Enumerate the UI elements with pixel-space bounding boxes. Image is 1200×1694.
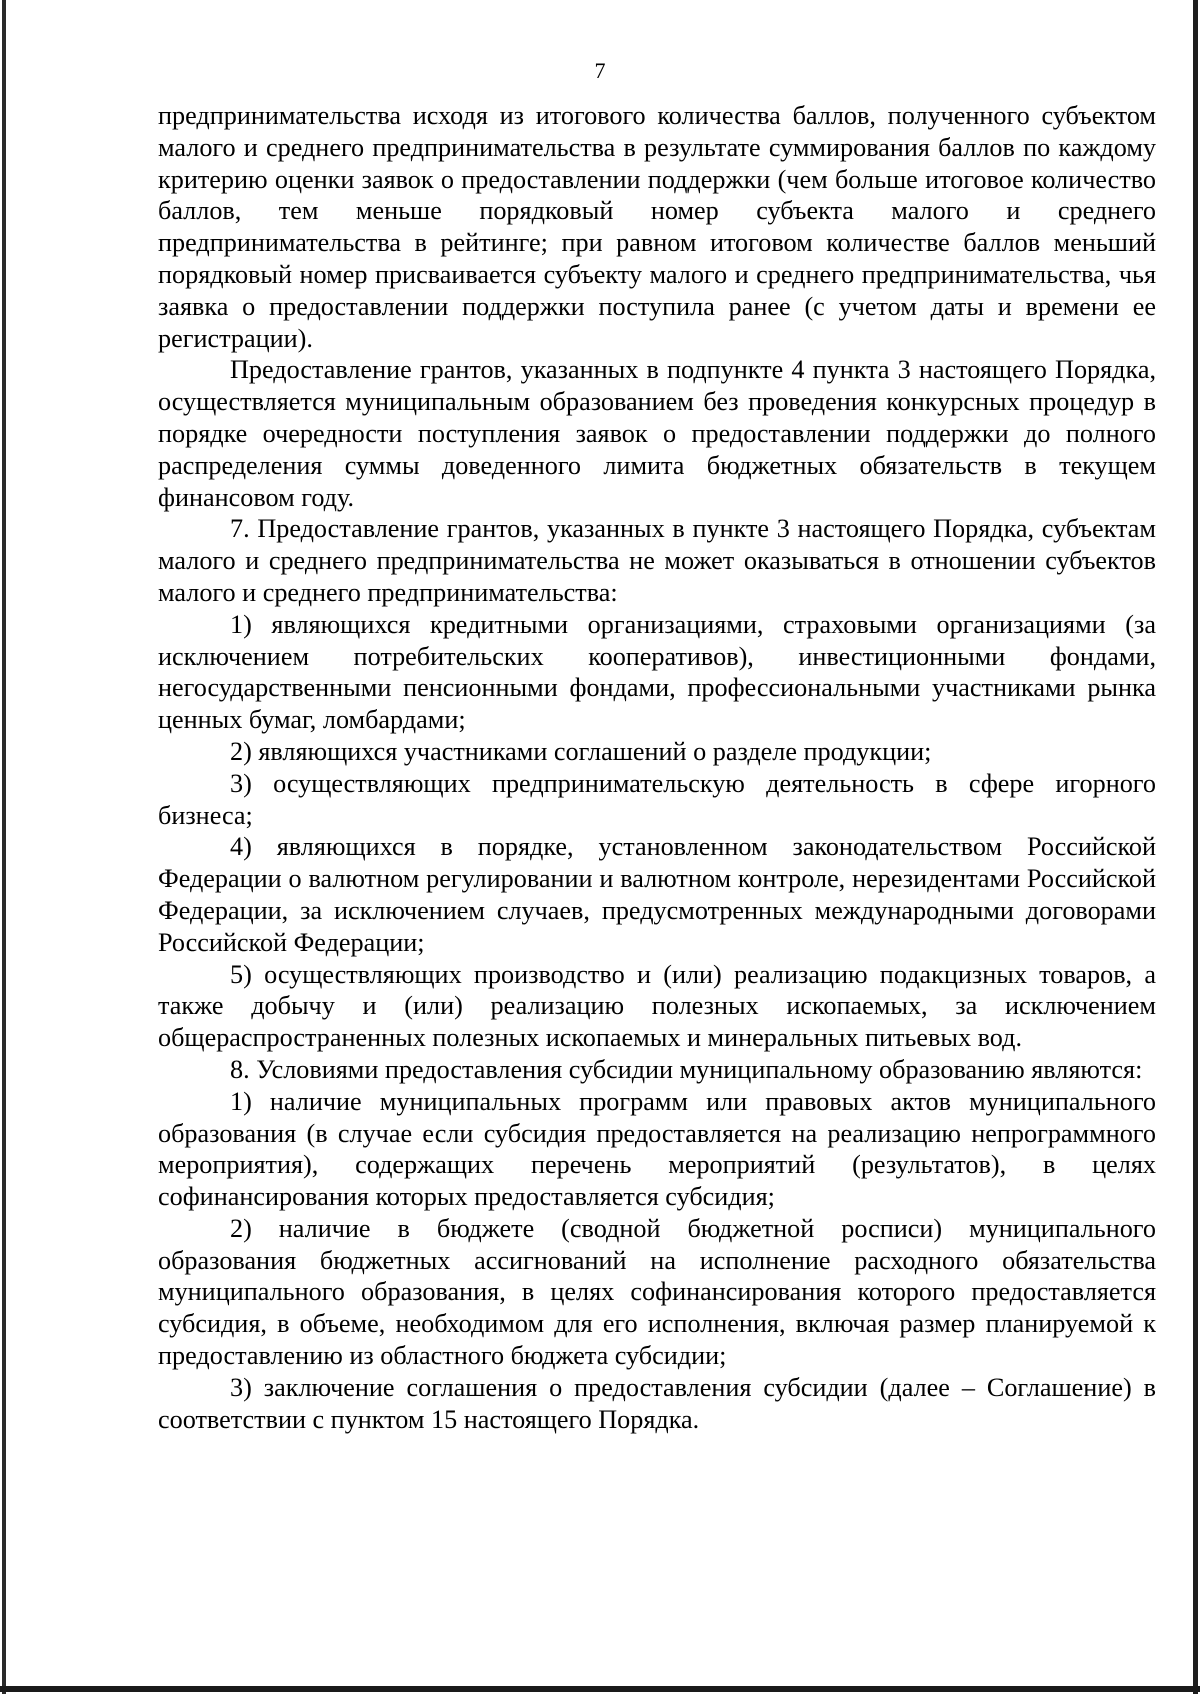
paragraph-item-7-3: 3) осуществляющих предпринимательскую деятельность в сфере игорного бизнеса;	[158, 768, 1156, 830]
paragraph-item-7-1: 1) являющихся кредитными организациями, страховыми организациями (за исключением потребительских кооперативов), инвестиционными фондами, негосударственными пенсионными фондами, профессиональными участниками рынка ценных бумаг, ломбардами;	[158, 609, 1156, 735]
page-number: 7	[594, 58, 606, 83]
paragraph-item-7: 7. Предоставление грантов, указанных в пункте 3 настоящего Порядка, субъектам малого и среднего предпринимательства не может оказываться в отношении субъектов малого и среднего предпринимательства:	[158, 514, 1156, 607]
paragraph-grants-subpoint-4: Предоставление грантов, указанных в подпункте 4 пункта 3 настоящего Порядка, осуществляется муниципальным образованием без проведения конкурсных процедур в порядке очередности поступления заявок о предоставлении поддержки до полного распределения суммы доведенного лимита бюджетных обязательств в текущем финансовом году.	[158, 355, 1156, 512]
paragraph-item-8: 8. Условиями предоставления субсидии муниципальному образованию являются:	[230, 1054, 1143, 1084]
paragraph-item-8-1: 1) наличие муниципальных программ или правовых актов муниципального образования (в случае если субсидия предоставляется на реализацию непрограммного мероприятия), содержащих перечень мероприятий (результатов), в целях софинансирования которых предоставляется субсидия;	[158, 1086, 1156, 1212]
paragraph-item-8-2: 2) наличие в бюджете (сводной бюджетной росписи) муниципального образования бюджетных ассигнований на исполнение расходного обязательства муниципального образования, в целях софинансирования которого предоставляется субсидия, в объеме, необходимом для его исполнения, включая размер планируемой к предоставлению из областного бюджета субсидии;	[158, 1213, 1156, 1371]
paragraph-continuation: предпринимательства исходя из итогового количества баллов, полученного субъектом малого и среднего предпринимательства в результате суммирования баллов по каждому критерию оценки заявок о предоставлении поддержки (чем больше итоговое количество баллов, тем меньше порядковый номер субъекта малого и среднего предпринимательства в рейтинге; при равном итоговом количестве баллов меньший порядковый номер присваивается субъекту малого и среднего предпринимательства, чья заявка о предоставлении поддержки поступила ранее (с учетом даты и времени ее регистрации).	[158, 101, 1156, 353]
scan-border-right	[1193, 0, 1198, 1694]
scan-border-left	[2, 0, 6, 1694]
paragraph-item-8-3: 3) заключение соглашения о предоставления субсидии (далее – Соглашение) в соответствии с пунктом 15 настоящего Порядка.	[158, 1372, 1156, 1434]
scan-border-bottom	[0, 1686, 1200, 1692]
paragraph-item-7-5: 5) осуществляющих производство и (или) реализацию подакцизных товаров, а также добычу и (или) реализацию полезных ископаемых, за исключением общераспространенных полезных ископаемых и минеральных питьевых вод.	[158, 959, 1156, 1053]
paragraph-item-7-2: 2) являющихся участниками соглашений о разделе продукции;	[230, 736, 932, 766]
document-body	[158, 100, 1156, 1435]
paragraph-item-7-4: 4) являющихся в порядке, установленном законодательством Российской Федерации о валютном регулировании и валютном контроле, нерезидентами Российской Федерации, за исключением случаев, предусмотренных международными договорами Российской Федерации;	[158, 832, 1156, 957]
